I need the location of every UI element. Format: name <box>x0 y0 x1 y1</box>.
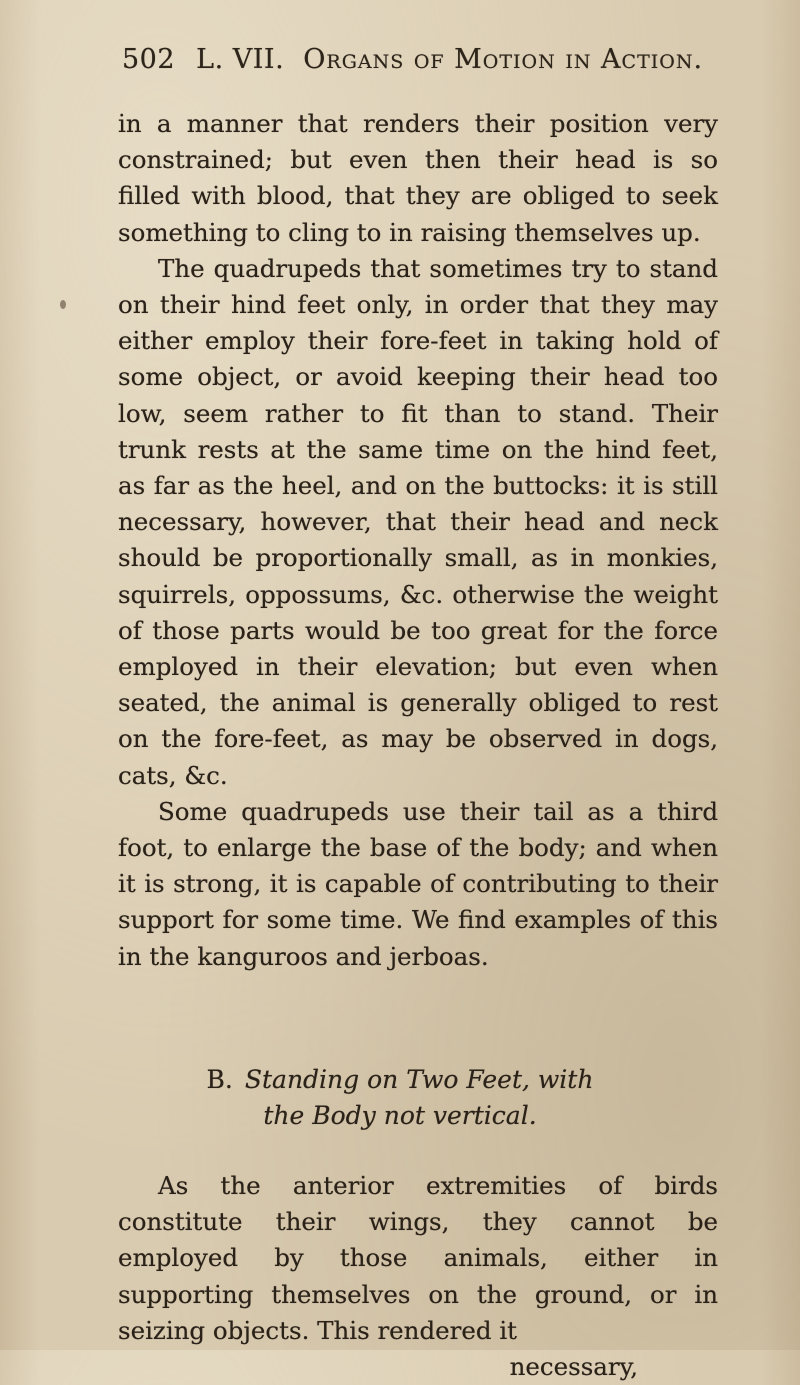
running-head <box>122 44 703 75</box>
main-text <box>118 106 718 975</box>
paragraph-birds: As the anterior extremities of birds constitute their wings, they cannot be employed by those animals, either in supporting themselves on the ground, or in seizing objects. This rendered it <box>118 1171 718 1345</box>
section-text <box>118 1168 718 1385</box>
paragraph-continued: in a manner that renders their position very constrained; but even then their head is so filled with blood, that they are obliged to seek something to cling to in raising themselves up. <box>118 109 718 247</box>
paragraph-quadrupeds-standing: The quadrupeds that sometimes try to stand on their hind feet only, in order that they may either employ their fore-feet in taking hold of some object, or avoid keeping their head too low, seem rather to fit than to stand. Their trunk rests at the same time on the hind feet, as far as the heel, and on the buttocks: it is still necessary, however, that their head and neck should be proportionally small, as in monkies, squirrels, oppossums, &c. otherwise the weight of those parts would be too great for the force employed in their elevation; but even when seated, the animal is generally obliged to rest on the fore-feet, as may be observed in dogs, cats, &c. <box>118 253 718 790</box>
section-heading <box>190 1062 610 1134</box>
section-letter: B. <box>206 1065 233 1094</box>
chapter-label: L. VII. <box>196 44 285 75</box>
section-title: Standing on Two Feet, with the Body not vertical. <box>244 1065 594 1130</box>
paragraph-tail-as-foot: Some quadrupeds use their tail as a third foot, to enlarge the base of the body; and when it is strong, it is capable of contributing to their support for some time. We find examples of this in the kanguroos and jerboas. <box>118 796 718 971</box>
page-number: 502 <box>122 44 176 75</box>
catchword: necessary, <box>509 1352 638 1382</box>
running-title: Organs of Motion in Action. <box>303 44 704 75</box>
ink-blot <box>60 300 66 309</box>
